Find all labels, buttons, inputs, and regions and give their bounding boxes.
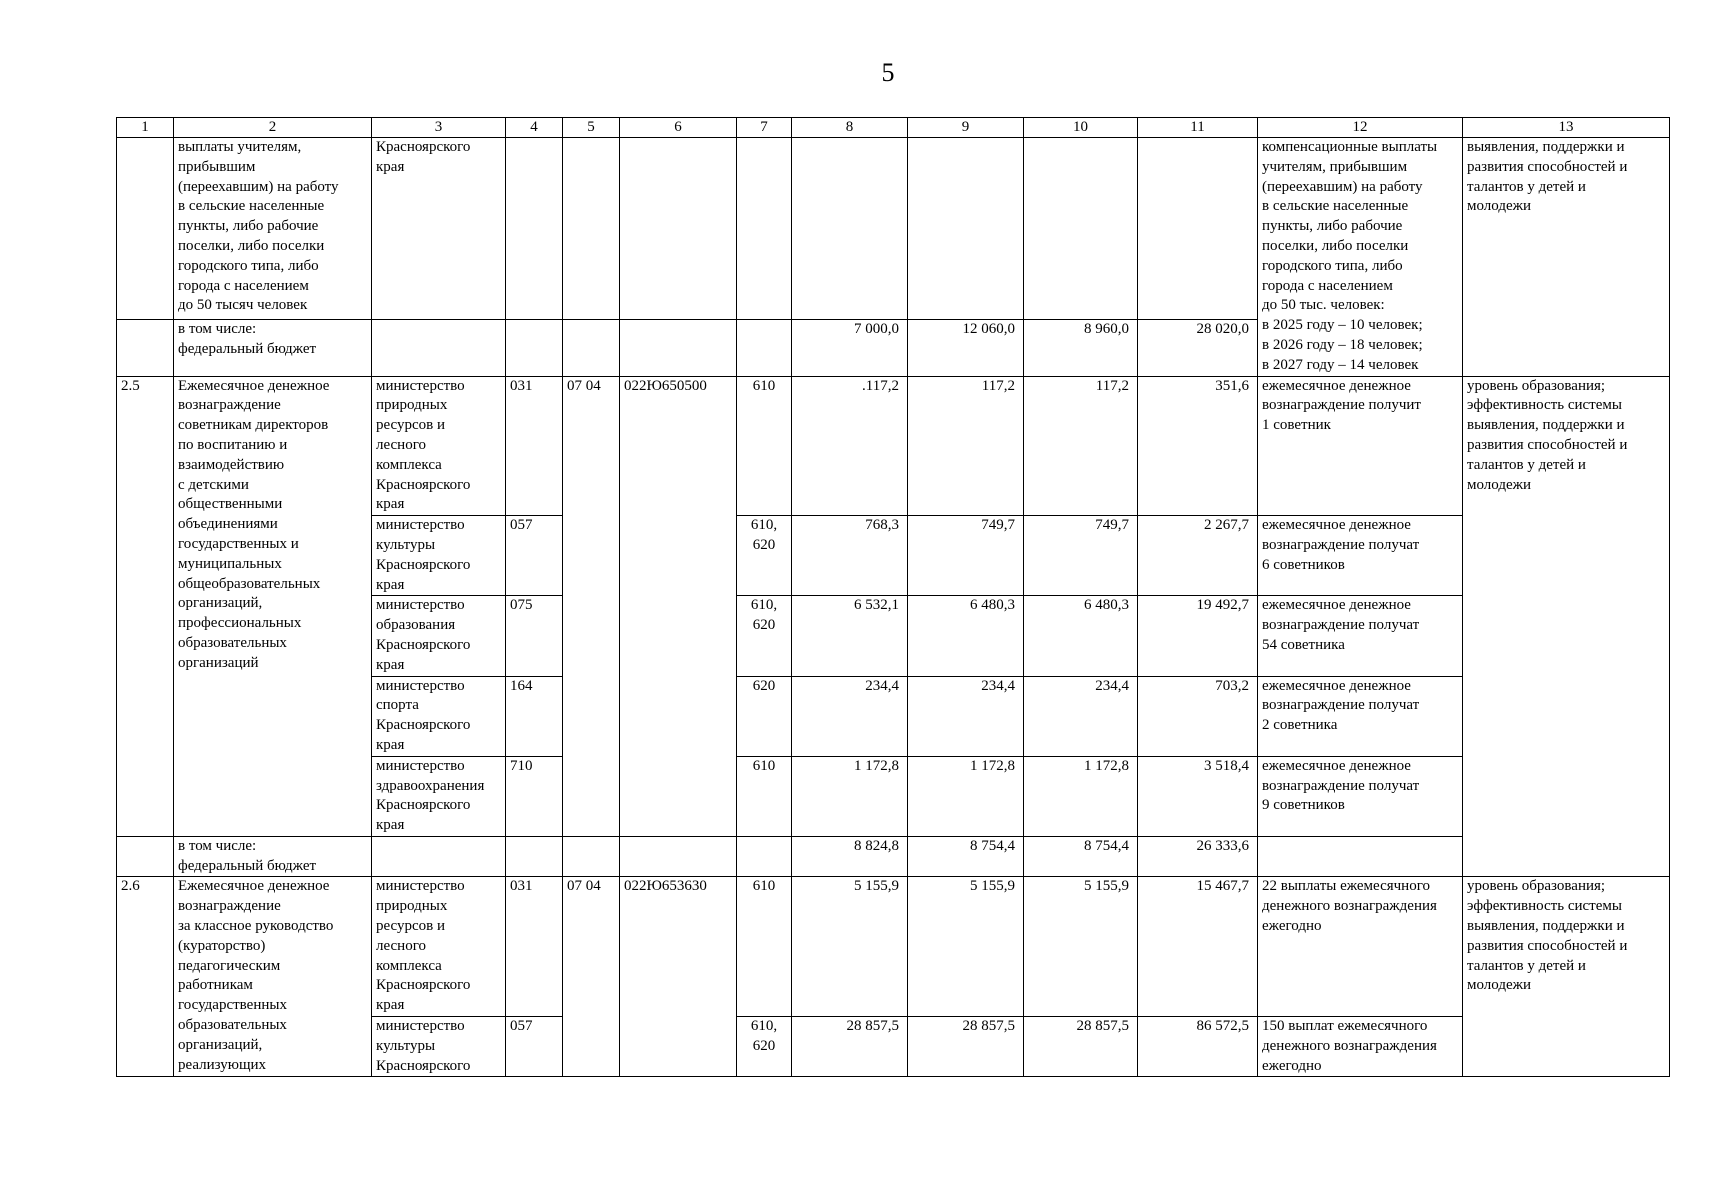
value-cell: 26 333,6 bbox=[1138, 836, 1258, 877]
expense-type: 610, 620 bbox=[737, 516, 792, 596]
expense-type: 610 bbox=[737, 756, 792, 836]
expense-type: 610 bbox=[737, 877, 792, 1017]
value-cell: 117,2 bbox=[1024, 376, 1138, 516]
value-cell: 86 572,5 bbox=[1138, 1017, 1258, 1077]
grbs-code: 031 bbox=[506, 877, 563, 1017]
expense-type: 610 bbox=[737, 376, 792, 516]
value-cell: 768,3 bbox=[792, 516, 908, 596]
grbs-name: министерство природных ресурсов и лесного комплекса Красноярского края bbox=[372, 376, 506, 516]
grbs-name: министерство культуры Красноярского края bbox=[372, 516, 506, 596]
header-cell: 4 bbox=[506, 118, 563, 138]
result-text: 150 выплат ежемесячного денежного вознаграждения ежегодно bbox=[1258, 1017, 1463, 1077]
including-label: в том числе: федеральный бюджет bbox=[174, 320, 372, 376]
header-cell: 8 bbox=[792, 118, 908, 138]
grbs-name: министерство здравоохранения Красноярского края bbox=[372, 756, 506, 836]
value-cell: 28 857,5 bbox=[908, 1017, 1024, 1077]
value-cell: 15 467,7 bbox=[1138, 877, 1258, 1017]
grbs-code: 710 bbox=[506, 756, 563, 836]
header-cell: 13 bbox=[1463, 118, 1670, 138]
grbs-name: Красноярского края bbox=[372, 138, 506, 320]
value-cell: 28 857,5 bbox=[792, 1017, 908, 1077]
measure-name: Ежемесячное денежное вознаграждение за классное руководство (кураторство) педагогическим работникам государственных образовательных организаций, реализующих bbox=[174, 877, 372, 1077]
result-text: ежемесячное денежное вознаграждение получит 1 советник bbox=[1258, 376, 1463, 516]
header-cell: 5 bbox=[563, 118, 620, 138]
result-text: ежемесячное денежное вознаграждение получат 6 советников bbox=[1258, 516, 1463, 596]
measure-name: Ежемесячное денежное вознаграждение советникам директоров по воспитанию и взаимодействию с детскими общественными объединениями государственных и муниципальных общеобразовательных организаций, профессиональных образовательных организаций bbox=[174, 376, 372, 836]
value-cell: 351,6 bbox=[1138, 376, 1258, 516]
header-cell: 1 bbox=[117, 118, 174, 138]
grbs-code: 031 bbox=[506, 376, 563, 516]
value-cell: 8 824,8 bbox=[792, 836, 908, 877]
value-cell: 28 020,0 bbox=[1138, 320, 1258, 376]
expense-type: 610, 620 bbox=[737, 596, 792, 676]
result-text: ежемесячное денежное вознаграждение получат 2 советника bbox=[1258, 676, 1463, 756]
target-article: 022Ю650500 bbox=[620, 376, 737, 836]
value-cell: 8 754,4 bbox=[1024, 836, 1138, 877]
value-cell: .117,2 bbox=[792, 376, 908, 516]
value-cell: 234,4 bbox=[1024, 676, 1138, 756]
grbs-name: министерство культуры Красноярского bbox=[372, 1017, 506, 1077]
value-cell: 5 155,9 bbox=[1024, 877, 1138, 1017]
header-cell: 10 bbox=[1024, 118, 1138, 138]
value-cell: 12 060,0 bbox=[908, 320, 1024, 376]
value-cell: 3 518,4 bbox=[1138, 756, 1258, 836]
value-cell: 8 960,0 bbox=[1024, 320, 1138, 376]
measure-name: выплаты учителям, прибывшим (переехавшим) на работу в сельские населенные пункты, либо рабочие поселки, либо поселки городского типа, либо города с населением до 50 тысяч человек bbox=[174, 138, 372, 320]
including-label: в том числе: федеральный бюджет bbox=[174, 836, 372, 877]
value-cell: 6 480,3 bbox=[1024, 596, 1138, 676]
value-cell: 6 480,3 bbox=[908, 596, 1024, 676]
expense-type: 620 bbox=[737, 676, 792, 756]
section-code: 07 04 bbox=[563, 877, 620, 1077]
value-cell: 1 172,8 bbox=[908, 756, 1024, 836]
section-code: 07 04 bbox=[563, 376, 620, 836]
indicator-text: уровень образования; эффективность системы выявления, поддержки и развития способностей и талантов у детей и молодежи bbox=[1463, 877, 1670, 1077]
grbs-code: 164 bbox=[506, 676, 563, 756]
result-text: 22 выплаты ежемесячного денежного вознаграждения ежегодно bbox=[1258, 877, 1463, 1017]
value-cell: 703,2 bbox=[1138, 676, 1258, 756]
grbs-name: министерство природных ресурсов и лесного комплекса Красноярского края bbox=[372, 877, 506, 1017]
grbs-code: 057 bbox=[506, 1017, 563, 1077]
value-cell: 8 754,4 bbox=[908, 836, 1024, 877]
header-cell: 6 bbox=[620, 118, 737, 138]
header-row bbox=[117, 118, 1670, 138]
target-article: 022Ю653630 bbox=[620, 877, 737, 1077]
result-text: ежемесячное денежное вознаграждение получат 54 советника bbox=[1258, 596, 1463, 676]
value-cell: 5 155,9 bbox=[908, 877, 1024, 1017]
value-cell: 1 172,8 bbox=[792, 756, 908, 836]
value-cell: 5 155,9 bbox=[792, 877, 908, 1017]
grbs-code: 075 bbox=[506, 596, 563, 676]
indicator-text: выявления, поддержки и развития способностей и талантов у детей и молодежи bbox=[1463, 138, 1670, 377]
header-cell: 7 bbox=[737, 118, 792, 138]
value-cell: 2 267,7 bbox=[1138, 516, 1258, 596]
value-cell: 117,2 bbox=[908, 376, 1024, 516]
header-cell: 9 bbox=[908, 118, 1024, 138]
row-number: 2.5 bbox=[117, 376, 174, 836]
value-cell: 19 492,7 bbox=[1138, 596, 1258, 676]
grbs-code: 057 bbox=[506, 516, 563, 596]
value-cell: 1 172,8 bbox=[1024, 756, 1138, 836]
value-cell: 7 000,0 bbox=[792, 320, 908, 376]
page-number: 5 bbox=[881, 58, 895, 87]
value-cell: 28 857,5 bbox=[1024, 1017, 1138, 1077]
program-table bbox=[116, 117, 1670, 1077]
value-cell: 749,7 bbox=[1024, 516, 1138, 596]
indicator-text: уровень образования; эффективность системы выявления, поддержки и развития способностей и талантов у детей и молодежи bbox=[1463, 376, 1670, 877]
result-text: ежемесячное денежное вознаграждение получат 9 советников bbox=[1258, 756, 1463, 836]
header-cell: 12 bbox=[1258, 118, 1463, 138]
value-cell: 749,7 bbox=[908, 516, 1024, 596]
value-cell: 234,4 bbox=[908, 676, 1024, 756]
expense-type: 610, 620 bbox=[737, 1017, 792, 1077]
header-cell: 2 bbox=[174, 118, 372, 138]
table-row bbox=[117, 376, 1670, 516]
header-cell: 3 bbox=[372, 118, 506, 138]
result-text: компенсационные выплаты учителям, прибывшим (переехавшим) на работу в сельские населенные пункты, либо рабочие поселки, либо поселки городского типа, либо города с населением до 50 тыс. человек: в 2025 году – 10 человек; в 2026 году – 18 человек; в 2027 году – 14 человек bbox=[1258, 138, 1463, 377]
header-cell: 11 bbox=[1138, 118, 1258, 138]
value-cell: 234,4 bbox=[792, 676, 908, 756]
value-cell: 6 532,1 bbox=[792, 596, 908, 676]
grbs-name: министерство образования Красноярского края bbox=[372, 596, 506, 676]
row-number: 2.6 bbox=[117, 877, 174, 1077]
table-row bbox=[117, 877, 1670, 1017]
grbs-name: министерство спорта Красноярского края bbox=[372, 676, 506, 756]
table-row bbox=[117, 138, 1670, 320]
table-row bbox=[117, 836, 1670, 877]
